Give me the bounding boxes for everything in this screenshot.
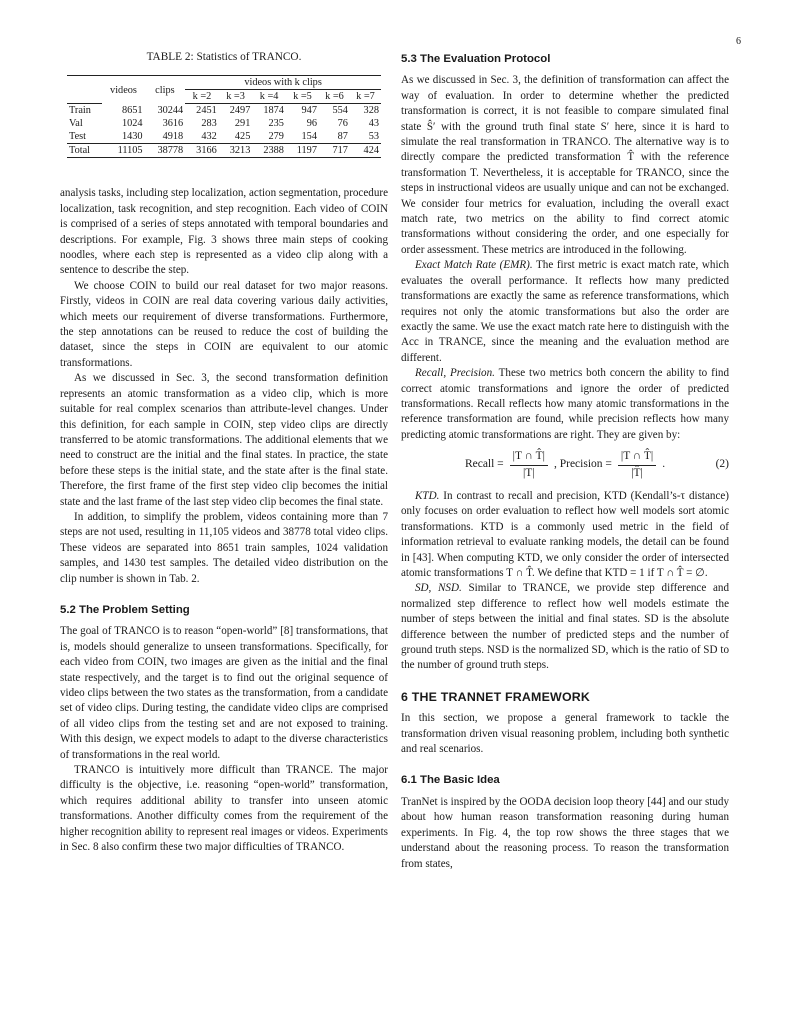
paragraph: Recall, Precision. These two metrics both concern the ability to find correct atomic transformations and ignore the order of predicted transformations. Recall reflects how many atomic transformations in the reference transformation are found, while precision reflects how many predicting atomic transformations are right. They are given by:: [401, 367, 730, 441]
page-number: 6: [736, 36, 741, 47]
paragraph: As we discussed in Sec. 3, the second transformation definition represents an atomic transformation as a video clip, which is more suitable for real complex scenarios than attribute-level changes. Under this definition, for each sample in COIN, step video clips are directly transferred to be atomic transformations. The additional elements that we need to construct are the initial and the final states. In practice, the state before these steps is the initial state, and the state after is the final state. Therefore, the first frame of the first step video clip becomes the initial state and the last frame of the last step video clip becomes the final state.: [60, 372, 388, 508]
section-heading: 6 THE TRANNET FRAMEWORK: [401, 689, 591, 704]
paragraph: TRANCO is intuitively more difficult than TRANCE. The major difficulty is the objective, i.e. reasoning “open-world” transformation, which requires additional ability to transfer into unseen atomic transformations. Another difficulty comes from the requirement of the higher recognition ability to represent real images or videos. Experiments in Sec. 8 also confirm these two major difficulties of TRANCO.: [60, 764, 388, 854]
k-header: k =5: [286, 90, 319, 104]
metric-term: Exact Match Rate (EMR).: [415, 259, 533, 272]
eq-precision-fraction: $\frac{|T \cap T̂|}{|T̂|}$: [618, 449, 656, 481]
k-header: k =3: [219, 90, 253, 104]
statistics-table: [67, 75, 381, 158]
left-column: [60, 48, 388, 855]
section-heading: 6.1 The Basic Idea: [401, 774, 500, 787]
right-column: [401, 48, 729, 872]
paragraph: SD, NSD. Similar to TRANCE, we provide step difference and normalized step difference to reflect how well models estimate the number of steps between the initial and final states. SD is the absolute difference between the number of predicted steps and the number of ground truth steps. NSD is the normalized SD, which is the ratio of SD to the number of ground truth steps.: [401, 582, 729, 672]
paragraph: In this section, we propose a general framework to tackle the transformation driven visual reasoning problem, including both synthetic and real scenarios.: [401, 712, 729, 756]
paragraph: Exact Match Rate (EMR). The first metric is exact match rate, which evaluates the overall performance. It reflects how many predicted transformations are exactly the same as reference transformations, which requires not only the atomic transformations but also the order are exactly the same. We use the exact match rate here to distinguish with the Acc in TRANCE, since the meaning and the evaluation method are different.: [401, 259, 729, 364]
k-header: k =4: [252, 90, 286, 104]
table-row: Test 1430 4918 432 425 279 154 87 53: [69, 131, 379, 143]
table-caption: TABLE 2: Statistics of TRANCO.: [146, 51, 302, 63]
equation-number: (2): [715, 458, 729, 471]
header-videos: videos: [102, 76, 144, 104]
table-total-row: Total 11105 38778 3166 3213 2388 1197 717 424: [69, 145, 379, 157]
eq-recall-fraction: $\frac{|T \cap T̂|}{|T|}$: [510, 449, 548, 481]
metric-term: KTD.: [415, 489, 440, 502]
paragraph: In addition, to simplify the problem, videos containing more than 7 steps are not used, resulting in 11,105 videos and 38778 total video clips. These videos are separated into 8651 train samples, 1024 validation samples, and 1430 test samples. The detailed video distribution on the clip number is shown in Tab. 2.: [60, 510, 388, 585]
equation-recall-precision: Recall = $\frac{|T \cap T̂|}{|T|}$ , Precision = $\frac{|T \cap T̂|}{|T̂|}$ . (2): [401, 449, 729, 481]
eq-precision-label: , Precision =: [553, 458, 612, 471]
section-heading: 5.3 The Evaluation Protocol: [401, 53, 551, 65]
paragraph: analysis tasks, including step localization, action segmentation, procedure localization, task recognition, and step recognition. Each video of COIN is comprised of a series of steps annotated with temporal boundaries and descriptions. For example, Fig. 3 shows three main steps of cooking noodles, where each step is represented as a video clip along with a sentence to describe the step.: [60, 187, 388, 277]
paragraph: As we discussed in Sec. 3, the definition of transformation can affect the way of evaluation. In order to determine whether the predicted transformation is correct, it is not feasible to compare simulated final state Ŝ′ with the ground truth final state S′ here, since it is hard to simulate the real transformation in TRANCO. The alternative way is to directly compare the predicted transformation T̂ with the reference transformation T. Nevertheless, it is acceptable for TRANCO, since the steps in instructional videos are usually unique and can not be exchanged. We consider four metrics for evaluation, including the overall exact match rate, two metrics on the ability to find correct atomic transformations without considering the order, and one especially for order assessment. These metrics are introduced in the following.: [401, 74, 729, 256]
k-header: k =7: [350, 90, 381, 104]
header-group: videos with k clips: [185, 76, 381, 90]
header-clips: clips: [145, 76, 186, 104]
metric-term: SD, NSD.: [415, 582, 462, 595]
k-header: k =6: [319, 90, 350, 104]
eq-recall-label: Recall =: [464, 458, 504, 471]
metric-term: Recall, Precision.: [415, 367, 495, 380]
paragraph: We choose COIN to build our real dataset for two major reasons. Firstly, videos in COIN are real data covering various daily activities, which meets our requirement of diverse transformations. Furthermore, the step annotations can be reused to reduce the cost of building the dataset, since the steps in COIN are equivalent to our atomic transformations.: [60, 279, 388, 369]
table-row: Val 1024 3616 283 291 235 96 76 43: [69, 118, 379, 130]
k-header: k =2: [185, 90, 219, 104]
paragraph: The goal of TRANCO is to reason “open-world” [8] transformations, that is, models should generalize to unseen transformations. Specifically, for each video from COIN, two images are given as the initial and the final state respectively, and the target is to find out the original sequence of video clips between the two states as the transformation, from a candidate set of video clips. During testing, the candidate video clips are comprised of all video clips from the testing set and are not exposed to training. With this design, we expect models to adapt to the diverse characteristics of transformations in the real world.: [60, 625, 388, 761]
paragraph: TranNet is inspired by the OODA decision loop theory [44] and our study about how human reason transformation reasoning during human experiments. In Fig. 4, the top row shows the three stages that we understand about the reasoning process. To reason the transformation from states,: [401, 795, 729, 870]
section-heading: 5.2 The Problem Setting: [60, 603, 190, 616]
table-row: Train 8651 30244 2451 2497 1874 947 554 328: [69, 105, 379, 117]
paragraph: KTD. In contrast to recall and precision, KTD (Kendall’s-τ distance) only focuses on order evaluation to reflect how well models sort atomic transformations. KTD is a commonly used metric in the field of information retrieval to evaluate ranking models, the detail can be found in [43]. When computing KTD, we only consider the order of intersected atomic transformations T ∩ T̂. We define that KTD = 1 if T ∩ T̂ = ∅.: [401, 489, 729, 579]
